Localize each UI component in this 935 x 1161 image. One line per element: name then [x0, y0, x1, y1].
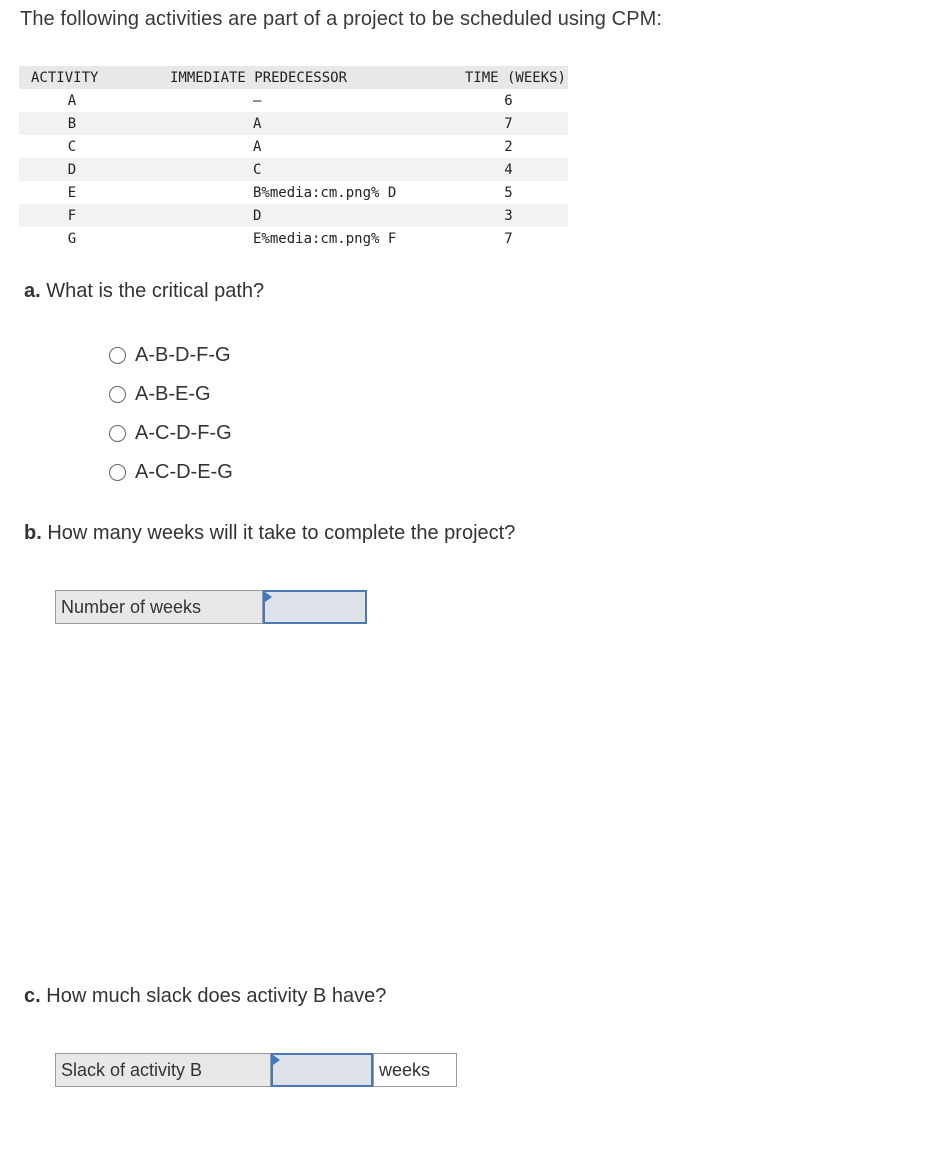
input-flag-icon — [265, 592, 272, 602]
table-header-row — [19, 66, 568, 89]
table-row — [19, 89, 568, 112]
cell-activity: B — [67, 115, 77, 132]
critical-path-options — [109, 336, 233, 492]
activity-table — [19, 66, 568, 250]
option-acdfg[interactable] — [109, 414, 233, 453]
radio-button[interactable] — [109, 386, 126, 403]
cell-time: 3 — [504, 207, 513, 224]
header-predecessor: IMMEDIATE PREDECESSOR — [170, 69, 348, 86]
question-b-text: How many weeks will it take to complete the project? — [47, 522, 516, 544]
cell-activity: E — [67, 184, 77, 201]
cell-predecessor: E%media:cm.png% F — [253, 230, 397, 247]
weeks-input-wrap — [263, 590, 367, 624]
cell-time: 4 — [504, 161, 513, 178]
radio-button[interactable] — [109, 347, 126, 364]
cell-predecessor: — — [253, 92, 262, 109]
cell-predecessor: B%media:cm.png% D — [253, 184, 397, 201]
slack-label: Slack of activity B — [55, 1053, 271, 1087]
cell-time: 7 — [504, 230, 513, 247]
option-acdeg[interactable] — [109, 453, 233, 492]
question-c-prefix: c. — [24, 985, 41, 1007]
question-a-prefix: a. — [24, 280, 41, 302]
cell-activity: A — [67, 92, 77, 109]
answer-b-row — [55, 590, 367, 624]
header-activity: ACTIVITY — [31, 69, 99, 86]
option-label: A-C-D-E-G — [135, 461, 233, 483]
table-row — [19, 204, 568, 227]
option-label: A-B-D-F-G — [135, 344, 231, 366]
cell-activity: G — [67, 230, 77, 247]
slack-input[interactable] — [271, 1053, 373, 1087]
option-abdfg[interactable] — [109, 336, 233, 375]
question-a — [24, 280, 264, 303]
input-flag-icon — [273, 1055, 280, 1065]
cell-activity: C — [67, 138, 77, 155]
answer-c-row — [55, 1053, 457, 1087]
cell-predecessor: C — [253, 161, 262, 178]
cell-time: 5 — [504, 184, 513, 201]
question-c — [24, 985, 386, 1008]
slack-input-wrap — [271, 1053, 373, 1087]
cell-predecessor: A — [253, 115, 262, 132]
cell-time: 2 — [504, 138, 513, 155]
table-row — [19, 181, 568, 204]
option-label: A-C-D-F-G — [135, 422, 232, 444]
cell-predecessor: D — [253, 207, 262, 224]
table-row — [19, 158, 568, 181]
question-a-text: What is the critical path? — [46, 280, 265, 302]
cell-predecessor: A — [253, 138, 262, 155]
weeks-input[interactable] — [263, 590, 367, 624]
table-row — [19, 135, 568, 158]
slack-unit: weeks — [373, 1053, 457, 1087]
header-time: TIME (WEEKS) — [464, 69, 566, 86]
question-c-text: How much slack does activity B have? — [46, 985, 387, 1007]
table-row — [19, 227, 568, 250]
option-label: A-B-E-G — [135, 383, 211, 405]
radio-button[interactable] — [109, 464, 126, 481]
cell-time: 6 — [504, 92, 513, 109]
intro-text: The following activities are part of a project to be scheduled using CPM: — [20, 8, 663, 30]
question-b-prefix: b. — [24, 522, 42, 544]
question-b — [24, 522, 515, 545]
cell-activity: F — [67, 207, 77, 224]
weeks-label: Number of weeks — [55, 590, 263, 624]
radio-button[interactable] — [109, 425, 126, 442]
option-abeg[interactable] — [109, 375, 233, 414]
cell-time: 7 — [504, 115, 513, 132]
cell-activity: D — [67, 161, 77, 178]
table-row — [19, 112, 568, 135]
